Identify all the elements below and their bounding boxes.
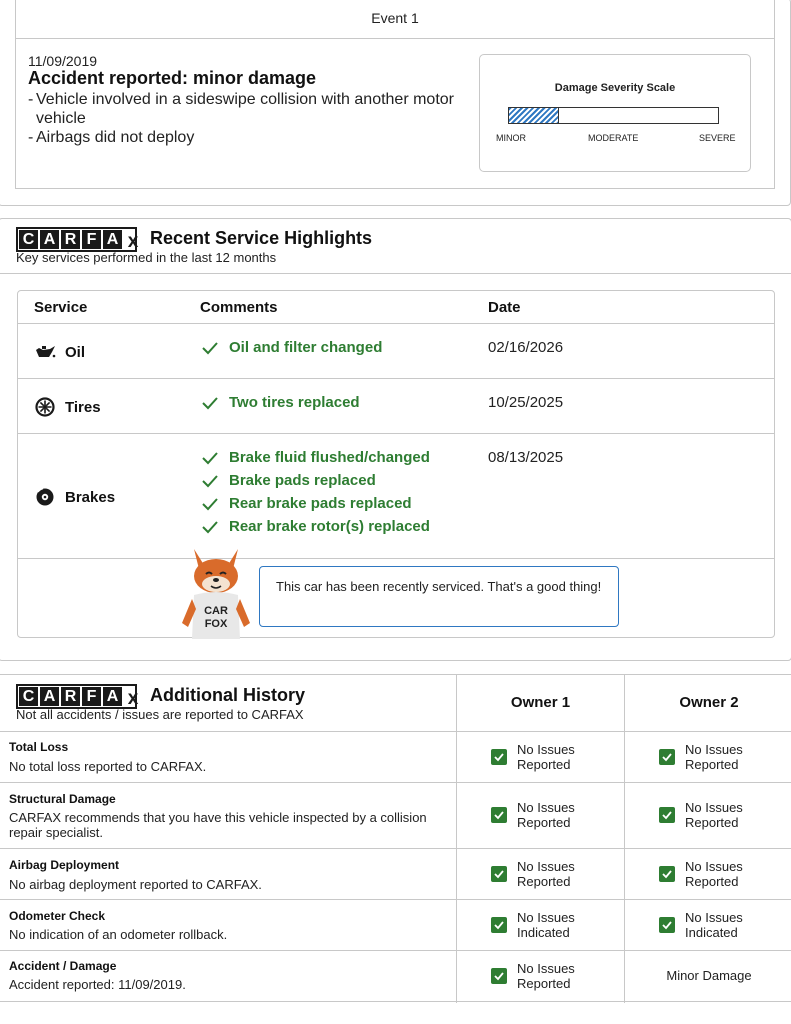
check-icon <box>200 393 220 413</box>
check-icon <box>200 471 220 491</box>
carfax-logo: C A R F A x <box>16 227 137 252</box>
service-date: 02/16/2026 <box>488 339 564 356</box>
comment-item: Brake fluid flushed/changed <box>200 446 430 469</box>
severity-label-minor: MINOR <box>496 133 526 143</box>
comment-item: Two tires replaced <box>200 391 360 414</box>
column-service: Service <box>34 299 88 316</box>
history-row-desc: CARFAX recommends that you have this vehicle inspected by a collision repair specialist. <box>9 810 427 840</box>
service-table-header <box>18 291 774 324</box>
comment-item: Rear brake pads replaced <box>200 492 430 515</box>
severity-fill <box>509 108 559 123</box>
checkbox-checked-icon <box>659 749 675 765</box>
comment-item: Rear brake rotor(s) replaced <box>200 515 430 538</box>
checkbox-checked-icon <box>491 968 507 984</box>
event-title: Accident reported: minor damage <box>28 68 317 88</box>
checkbox-checked-icon <box>491 866 507 882</box>
divider <box>0 899 791 900</box>
service-header <box>0 219 791 274</box>
service-message-bubble: This car has been recently serviced. That's a good thing! <box>259 566 619 627</box>
event-card <box>15 0 775 189</box>
checkbox-checked-icon <box>491 807 507 823</box>
divider <box>0 782 791 783</box>
owner-2-header: Owner 2 <box>679 694 739 711</box>
divider <box>0 950 791 951</box>
service-row-tires <box>18 379 774 434</box>
owner-1-status: No Issues Reported <box>491 742 597 772</box>
service-subtitle: Key services performed in the last 12 months <box>16 250 277 265</box>
owner-1-status: No Issues Reported <box>491 961 597 991</box>
severity-title: Damage Severity Scale <box>554 82 676 94</box>
history-section <box>0 674 791 1002</box>
comment-item: Oil and filter changed <box>200 336 382 359</box>
owner-1-header: Owner 1 <box>510 694 571 711</box>
owner-2-status: No Issues Reported <box>659 800 765 830</box>
event-date: 11/09/2019 <box>28 53 98 69</box>
owner-1-status: No Issues Reported <box>491 859 597 889</box>
owner-2-status: No Issues Indicated <box>659 910 765 940</box>
carfax-logo: C A R F A x <box>16 684 137 709</box>
fox-shirt-text: CAR <box>204 605 228 617</box>
history-row-label: Odometer Check <box>9 909 106 923</box>
event-section <box>0 0 791 206</box>
history-title: Additional History <box>150 685 306 705</box>
divider <box>456 675 457 1003</box>
service-comments <box>200 446 430 538</box>
history-subtitle: Not all accidents / issues are reported to CARFAX <box>16 707 304 722</box>
tire-icon <box>34 396 56 418</box>
event-header: Event 1 <box>16 0 774 39</box>
service-comments <box>200 391 360 414</box>
divider <box>0 848 791 849</box>
checkbox-checked-icon <box>659 917 675 933</box>
owner-2-status: Minor Damage <box>666 968 752 983</box>
owner-1-status: No Issues Reported <box>491 800 597 830</box>
owner-2-status: No Issues Reported <box>659 859 765 889</box>
divider <box>0 731 791 732</box>
oil-can-icon <box>34 341 56 363</box>
service-row-brakes <box>18 434 774 559</box>
check-icon <box>200 494 220 514</box>
checkbox-checked-icon <box>659 807 675 823</box>
history-row-label: Airbag Deployment <box>9 858 120 872</box>
service-date: 08/13/2025 <box>488 449 564 466</box>
history-row-desc: No airbag deployment reported to CARFAX. <box>9 877 262 892</box>
severity-label-severe: SEVERE <box>699 133 736 143</box>
check-icon <box>200 517 220 537</box>
history-row-label: Accident / Damage <box>9 959 117 973</box>
check-icon <box>200 338 220 358</box>
column-date: Date <box>488 299 521 316</box>
carfox-mascot-icon <box>174 543 258 639</box>
severity-bar <box>508 107 719 124</box>
brake-disc-icon <box>34 486 56 508</box>
history-row-desc: No indication of an odometer rollback. <box>9 927 228 942</box>
history-row-desc: Accident reported: 11/09/2019. <box>9 977 186 992</box>
owner-2-status: No Issues Reported <box>659 742 765 772</box>
service-title: Recent Service Highlights <box>150 228 373 248</box>
check-icon <box>200 448 220 468</box>
history-row-desc: No total loss reported to CARFAX. <box>9 759 207 774</box>
service-row-oil <box>18 324 774 379</box>
owner-1-status: No Issues Indicated <box>491 910 597 940</box>
event-details <box>28 90 468 147</box>
history-row-label: Total Loss <box>9 740 69 754</box>
checkbox-checked-icon <box>491 749 507 765</box>
comment-item: Brake pads replaced <box>200 469 430 492</box>
fox-shirt-text: FOX <box>204 618 228 630</box>
checkbox-checked-icon <box>659 866 675 882</box>
service-date: 10/25/2025 <box>488 394 564 411</box>
service-name: Tires <box>34 396 101 418</box>
column-comments: Comments <box>200 299 278 316</box>
service-name: Oil <box>34 341 85 363</box>
severity-label-moderate: MODERATE <box>588 133 639 143</box>
service-section <box>0 218 791 661</box>
service-table <box>17 290 775 638</box>
service-name: Brakes <box>34 486 115 508</box>
service-comments <box>200 336 382 359</box>
event-detail: - Vehicle involved in a sideswipe collision with another motor vehicle <box>28 90 468 128</box>
history-row-label: Structural Damage <box>9 792 116 806</box>
damage-severity-card <box>479 54 751 172</box>
divider <box>624 675 625 1003</box>
checkbox-checked-icon <box>491 917 507 933</box>
event-detail: - Airbags did not deploy <box>28 128 468 147</box>
